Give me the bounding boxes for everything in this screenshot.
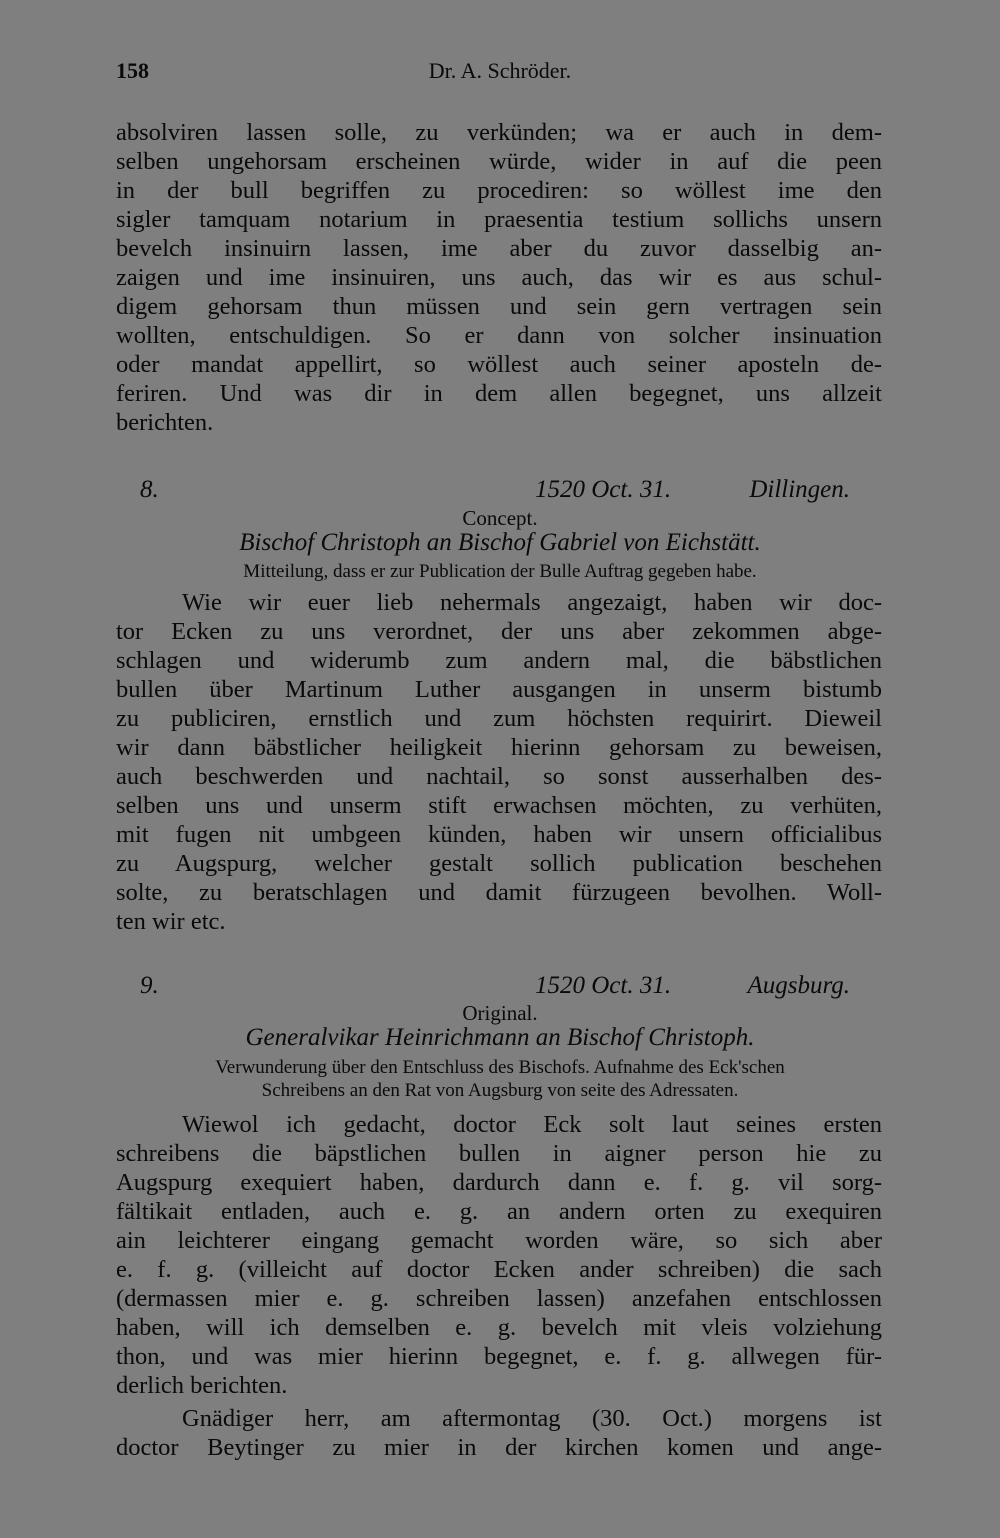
text-line: sigler tamquam notarium in praesentia testium sollichs unsern — [116, 206, 882, 233]
document-title: Generalvikar Heinrichmann an Bischof Christoph. — [245, 1024, 755, 1051]
text-line: selben ungehorsam erscheinen würde, wider in auf die peen — [116, 148, 882, 175]
document-summary: Schreibens an den Rat von Augsburg von seite des Adressaten. — [261, 1080, 739, 1101]
text-line: Wie wir euer lieb nehermals angezaigt, haben wir doc- — [182, 589, 882, 616]
text-line: (dermassen mier e. g. schreiben lassen) anzefahen entschlossen — [116, 1285, 882, 1312]
document-kind: Original. — [462, 1001, 538, 1025]
text-line: ten wir etc. — [116, 908, 226, 935]
document-date: 1520 Oct. 31. — [535, 476, 672, 503]
document-title: Bischof Christoph an Bischof Gabriel von Eichstätt. — [239, 529, 761, 556]
text-line: wir dann bäbstlicher heiligkeit hierinn gehorsam zu beweisen, — [116, 734, 882, 761]
document-summary: Verwunderung über den Entschluss des Bischofs. Aufnahme des Eck'schen — [215, 1057, 785, 1078]
text-line: zu publiciren, ernstlich und zum höchsten requirirt. Dieweil — [116, 705, 882, 732]
text-line: selben uns und unserm stift erwachsen möchten, zu verhüten, — [116, 792, 882, 819]
text-line: Augspurg exequiert haben, dardurch dann e. f. g. vil sorg- — [116, 1169, 882, 1196]
text-line: e. f. g. (villeicht auf doctor Ecken ander schreiben) die sach — [116, 1256, 882, 1283]
document-kind: Concept. — [462, 506, 538, 530]
text-line: zaigen und ime insinuiren, uns auch, das wir es aus schul- — [116, 264, 882, 291]
text-line: Gnädiger herr, am aftermontag (30. Oct.) morgens ist — [182, 1405, 882, 1432]
text-line: berichten. — [116, 409, 214, 436]
text-line: oder mandat appellirt, so wöllest auch seiner aposteln de- — [116, 351, 882, 378]
text-line: zu Augspurg, welcher gestalt sollich publication beschehen — [116, 850, 882, 877]
text-line: schreibens die bäpstlichen bullen in aigner person hie zu — [116, 1140, 882, 1167]
text-line: derlich berichten. — [116, 1372, 288, 1399]
text-line: in der bull begriffen zu procediren: so wöllest ime den — [116, 177, 882, 204]
text-line: mit fugen nit umbgeen künden, haben wir unsern officialibus — [116, 821, 882, 848]
document-place: Dillingen. — [749, 476, 850, 503]
page-header — [116, 58, 884, 92]
text-line: solte, zu beratschlagen und damit fürzugeen bevolhen. Woll- — [116, 879, 882, 906]
text-line: bullen über Martinum Luther ausgangen in unserm bistumb — [116, 676, 882, 703]
text-line: digem gehorsam thun müssen und sein gern vertragen sein — [116, 293, 882, 320]
text-line: absolviren lassen solle, zu verkünden; wa er auch in dem- — [116, 119, 882, 146]
document-date: 1520 Oct. 31. — [535, 972, 672, 999]
text-line: ain leichterer eingang gemacht worden wäre, so sich aber — [116, 1227, 882, 1254]
text-line: schlagen und widerumb zum andern mal, die bäbstlichen — [116, 647, 882, 674]
text-line: bevelch insinuirn lassen, ime aber du zuvor dasselbig an- — [116, 235, 882, 262]
text-line: wollten, entschuldigen. So er dann von solcher insinuation — [116, 322, 882, 349]
text-line: auch beschwerden und nachtail, so sonst ausserhalben des- — [116, 763, 882, 790]
running-title: Dr. A. Schröder. — [428, 58, 572, 83]
document-number: 8. — [140, 476, 159, 503]
document-heading — [140, 476, 850, 508]
document-number: 9. — [140, 972, 159, 999]
text-line: fältikait entladen, auch e. g. an andern orten zu exequiren — [116, 1198, 882, 1225]
text-line: doctor Beytinger zu mier in der kirchen komen und ange- — [116, 1434, 882, 1461]
text-line: haben, will ich demselben e. g. bevelch mit vleis volziehung — [116, 1314, 882, 1341]
text-line: tor Ecken zu uns verordnet, der uns aber zekommen abge- — [116, 618, 882, 645]
text-line: Wiewol ich gedacht, doctor Eck solt laut seines ersten — [182, 1111, 882, 1138]
text-line: thon, und was mier hierinn begegnet, e. f. g. allwegen für- — [116, 1343, 882, 1370]
text-line: feriren. Und was dir in dem allen begegnet, uns allzeit — [116, 380, 882, 407]
document-summary: Mitteilung, dass er zur Publication der Bulle Auftrag gegeben habe. — [243, 561, 757, 582]
document-heading — [140, 972, 850, 1004]
page-number: 158 — [116, 58, 149, 83]
document-place: Augsburg. — [747, 972, 850, 999]
